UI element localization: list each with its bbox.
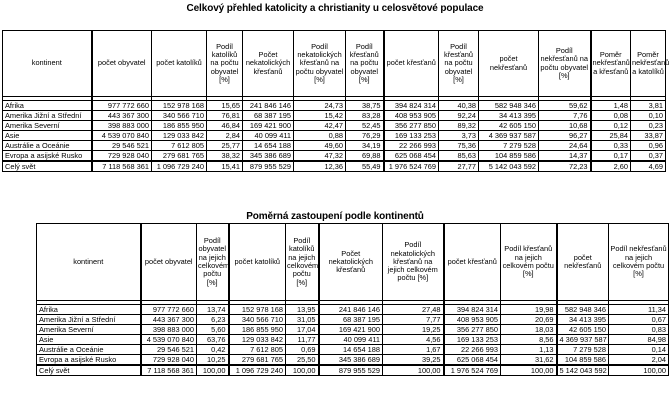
table-cell: 443 367 300 [141, 315, 197, 325]
table-cell: 49,60 [294, 141, 346, 151]
row-label: Amerika Severní [3, 121, 92, 131]
table-cell: 76,81 [207, 111, 243, 121]
table-cell: 59,62 [539, 101, 591, 111]
table-cell: 68 387 195 [319, 315, 383, 325]
row-label: Austrálie a Oceánie [3, 141, 92, 151]
table-row [37, 355, 669, 366]
table-cell: 31,62 [501, 355, 557, 366]
table-cell: 408 953 905 [384, 111, 439, 121]
table-cell: 0,23 [631, 121, 666, 131]
row-label: Evropa a asijské Rusko [37, 355, 141, 366]
table-cell: 129 033 842 [229, 335, 286, 345]
table-row [37, 365, 669, 376]
table-cell: 7 279 528 [557, 345, 609, 355]
continent-share-table [36, 223, 669, 376]
table-cell: 0,12 [591, 121, 631, 131]
table-cell: 34 413 395 [479, 111, 539, 121]
table-cell: 6,23 [197, 315, 229, 325]
column-header: počet nekřesťanů [557, 224, 609, 301]
table-cell: 8,56 [501, 335, 557, 345]
table-cell: 7,77 [383, 315, 444, 325]
table-cell: 2,60 [591, 161, 631, 172]
table-cell: 356 277 850 [444, 325, 501, 335]
table-row [3, 151, 666, 162]
table-cell: 0,42 [197, 345, 229, 355]
table-cell: 0,69 [286, 345, 319, 355]
table-cell: 29 546 521 [92, 141, 152, 151]
table-cell: 38,75 [346, 101, 384, 111]
table-cell: 72,23 [539, 161, 591, 172]
table-cell: 100,00 [501, 365, 557, 376]
table-cell: 340 566 710 [152, 111, 207, 121]
table-cell: 14 654 188 [319, 345, 383, 355]
table-cell: 0,37 [631, 151, 666, 162]
column-header: počet katolíků [152, 31, 207, 97]
table-cell: 89,32 [439, 121, 479, 131]
table-cell: 152 978 168 [229, 305, 286, 315]
table-cell: 5,60 [197, 325, 229, 335]
table-cell: 14,37 [539, 151, 591, 162]
table-cell: 42 605 150 [479, 121, 539, 131]
table-cell: 19,25 [383, 325, 444, 335]
table-cell: 582 948 346 [479, 101, 539, 111]
table-row [37, 325, 669, 335]
table-cell: 1 096 729 240 [229, 365, 286, 376]
table-cell: 4,69 [631, 161, 666, 172]
row-label: Amerika Jižní a Střední [37, 315, 141, 325]
column-header: Podíl katolíků na počtu obyvatel [%] [207, 31, 243, 97]
table-cell: 12,36 [294, 161, 346, 172]
table-cell: 186 855 950 [229, 325, 286, 335]
table-cell: 14 654 188 [243, 141, 294, 151]
table-cell: 398 883 000 [92, 121, 152, 131]
table-cell: 279 681 765 [229, 355, 286, 366]
table-cell: 22 266 993 [384, 141, 439, 151]
table-cell: 52,45 [346, 121, 384, 131]
table-cell: 345 386 689 [319, 355, 383, 366]
table-cell: 625 068 454 [384, 151, 439, 162]
table-cell: 582 948 346 [557, 305, 609, 315]
column-header: kontinent [37, 224, 141, 301]
row-label: Asie [37, 335, 141, 345]
table-cell: 15,41 [207, 161, 243, 172]
table-cell: 96,27 [539, 131, 591, 141]
row-label: Asie [3, 131, 92, 141]
table-cell: 39,25 [383, 355, 444, 366]
row-label: Celý svět [37, 365, 141, 376]
table-cell: 24,64 [539, 141, 591, 151]
table-cell: 4 369 937 587 [479, 131, 539, 141]
table-cell: 879 955 529 [319, 365, 383, 376]
table-cell: 1 976 524 769 [444, 365, 501, 376]
table-cell: 129 033 842 [152, 131, 207, 141]
table-cell: 18,03 [501, 325, 557, 335]
table-cell: 11,34 [609, 305, 669, 315]
table-cell: 0,88 [294, 131, 346, 141]
table-cell: 977 772 660 [92, 101, 152, 111]
table-cell: 7 118 568 361 [92, 161, 152, 172]
table-row [37, 335, 669, 345]
table-row [3, 101, 666, 111]
table-cell: 7 118 568 361 [141, 365, 197, 376]
table2-title: Poměrná zastoupení podle kontinentů [246, 211, 424, 222]
table-cell: 63,76 [197, 335, 229, 345]
table-cell: 2,04 [609, 355, 669, 366]
table-cell: 40,38 [439, 101, 479, 111]
table-cell: 69,88 [346, 151, 384, 162]
table-cell: 4 369 937 587 [557, 335, 609, 345]
table-cell: 5 142 043 592 [557, 365, 609, 376]
table-cell: 100,00 [286, 365, 319, 376]
table-cell: 4 539 070 840 [141, 335, 197, 345]
table-cell: 85,63 [439, 151, 479, 162]
table-cell: 977 772 660 [141, 305, 197, 315]
table-cell: 55,49 [346, 161, 384, 172]
row-label: Afrika [3, 101, 92, 111]
table-cell: 625 068 454 [444, 355, 501, 366]
table-row [37, 315, 669, 325]
table-cell: 76,29 [346, 131, 384, 141]
table-cell: 3,73 [439, 131, 479, 141]
column-header: Podíl nekřesťanů na počtu obyvatel [%] [539, 31, 591, 97]
table-cell: 169 133 253 [384, 131, 439, 141]
table-cell: 0,17 [591, 151, 631, 162]
table-cell: 879 955 529 [243, 161, 294, 172]
table-cell: 0,08 [591, 111, 631, 121]
table-cell: 1,67 [383, 345, 444, 355]
table-cell: 75,36 [439, 141, 479, 151]
table-row [3, 121, 666, 131]
header-row [3, 31, 666, 97]
table-cell: 17,04 [286, 325, 319, 335]
table-cell: 0,14 [609, 345, 669, 355]
column-header: Počet nekatolických křesťanů [243, 31, 294, 97]
table-cell: 0,10 [631, 111, 666, 121]
table-cell: 729 928 040 [141, 355, 197, 366]
table-cell: 443 367 300 [92, 111, 152, 121]
table-row [37, 305, 669, 315]
column-header: počet obyvatel [92, 31, 152, 97]
table-cell: 31,05 [286, 315, 319, 325]
table-row [3, 141, 666, 151]
table-cell: 0,33 [591, 141, 631, 151]
row-label: Celý svět [3, 161, 92, 172]
table-cell: 340 566 710 [229, 315, 286, 325]
table-cell: 27,48 [383, 305, 444, 315]
column-header: počet obyvatel [141, 224, 197, 301]
overview-table [2, 30, 670, 172]
column-header: Poměr nekřesťanů a křesťanů [591, 31, 631, 97]
table-cell: 84,98 [609, 335, 669, 345]
table-cell: 7,76 [539, 111, 591, 121]
table-cell: 394 824 314 [444, 305, 501, 315]
table-cell: 7 612 805 [152, 141, 207, 151]
table-cell: 20,69 [501, 315, 557, 325]
table-cell: 24,73 [294, 101, 346, 111]
table-cell: 1 976 524 769 [384, 161, 439, 172]
row-label: Austrálie a Oceánie [37, 345, 141, 355]
table-cell: 345 386 689 [243, 151, 294, 162]
table-cell: 241 846 146 [319, 305, 383, 315]
row-label: Amerika Severní [37, 325, 141, 335]
table-cell: 25,50 [286, 355, 319, 366]
table-cell: 47,32 [294, 151, 346, 162]
column-header: Poměr nekřesťanů a katolíků [631, 31, 666, 97]
table-cell: 25,77 [207, 141, 243, 151]
column-header: počet katolíků [229, 224, 286, 301]
table-cell: 29 546 521 [141, 345, 197, 355]
table-cell: 10,25 [197, 355, 229, 366]
table-row [37, 345, 669, 355]
table-cell: 38,32 [207, 151, 243, 162]
table-row [3, 131, 666, 141]
table-cell: 3,81 [631, 101, 666, 111]
table-cell: 2,84 [207, 131, 243, 141]
table-cell: 40 099 411 [319, 335, 383, 345]
table-cell: 27,77 [439, 161, 479, 172]
table-cell: 83,28 [346, 111, 384, 121]
table-cell: 13,74 [197, 305, 229, 315]
column-header: počet křesťanů [384, 31, 439, 97]
column-header: Podíl křesťanů na počtu obyvatel [%] [439, 31, 479, 97]
table1-title: Celkový přehled katolicity a christianity u celosvětové populace [186, 3, 484, 14]
table-cell: 241 846 146 [243, 101, 294, 111]
table-cell: 5 142 043 592 [479, 161, 539, 172]
table-cell: 169 133 253 [444, 335, 501, 345]
table-cell: 398 883 000 [141, 325, 197, 335]
table-cell: 40 099 411 [243, 131, 294, 141]
table-row [3, 111, 666, 121]
column-header: Podíl křesťanů na jejich celkovém počtu [%] [501, 224, 557, 301]
table-cell: 0,96 [631, 141, 666, 151]
table-cell: 4,56 [383, 335, 444, 345]
table-cell: 15,42 [294, 111, 346, 121]
table-cell: 100,00 [383, 365, 444, 376]
table-cell: 42,47 [294, 121, 346, 131]
column-header: Podíl katolíků na jejich celkovém počtu [%] [286, 224, 319, 301]
table-cell: 0,83 [609, 325, 669, 335]
table-cell: 1,48 [591, 101, 631, 111]
table-cell: 408 953 905 [444, 315, 501, 325]
table-cell: 169 421 900 [243, 121, 294, 131]
column-header: počet křesťanů [444, 224, 501, 301]
column-header: Podíl nekatolických křesťanů na jejich celkovém počtu [%] [383, 224, 444, 301]
table-cell: 46,84 [207, 121, 243, 131]
table-cell: 34,19 [346, 141, 384, 151]
table-cell: 186 855 950 [152, 121, 207, 131]
table-cell: 100,00 [197, 365, 229, 376]
table-row [3, 161, 666, 172]
table-cell: 152 978 168 [152, 101, 207, 111]
table-cell: 10,68 [539, 121, 591, 131]
table-cell: 104 859 586 [479, 151, 539, 162]
column-header: Podíl křesťanů na počtu obyvatel [%] [346, 31, 384, 97]
table-cell: 356 277 850 [384, 121, 439, 131]
table-cell: 4 539 070 840 [92, 131, 152, 141]
table-cell: 92,24 [439, 111, 479, 121]
column-header: kontinent [3, 31, 92, 97]
table-cell: 68 387 195 [243, 111, 294, 121]
table-cell: 0,67 [609, 315, 669, 325]
table-cell: 22 266 993 [444, 345, 501, 355]
table-cell: 34 413 395 [557, 315, 609, 325]
table-cell: 104 859 586 [557, 355, 609, 366]
table-cell: 42 605 150 [557, 325, 609, 335]
table-cell: 33,87 [631, 131, 666, 141]
table-cell: 11,77 [286, 335, 319, 345]
table-cell: 279 681 765 [152, 151, 207, 162]
column-header: Podíl nekatolických křesťanů na počtu obyvatel [%] [294, 31, 346, 97]
table-cell: 1,13 [501, 345, 557, 355]
table-cell: 1 096 729 240 [152, 161, 207, 172]
table-cell: 169 421 900 [319, 325, 383, 335]
table-cell: 7 279 528 [479, 141, 539, 151]
table-cell: 394 824 314 [384, 101, 439, 111]
table-cell: 25,84 [591, 131, 631, 141]
table-cell: 13,95 [286, 305, 319, 315]
column-header: Počet nekatolických křesťanů [319, 224, 383, 301]
table-cell: 15,65 [207, 101, 243, 111]
table-cell: 7 612 805 [229, 345, 286, 355]
table-cell: 729 928 040 [92, 151, 152, 162]
table-cell: 19,98 [501, 305, 557, 315]
row-label: Amerika Jižní a Střední [3, 111, 92, 121]
column-header: počet nekřesťanů [479, 31, 539, 97]
header-row [37, 224, 669, 301]
column-header: Podíl nekřesťanů na jejich celkovém počtu [%] [609, 224, 669, 301]
table-cell: 100,00 [609, 365, 669, 376]
column-header: Podíl obyvatel na jejich celkovém počtu [%] [197, 224, 229, 301]
row-label: Evropa a asijské Rusko [3, 151, 92, 162]
row-label: Afrika [37, 305, 141, 315]
